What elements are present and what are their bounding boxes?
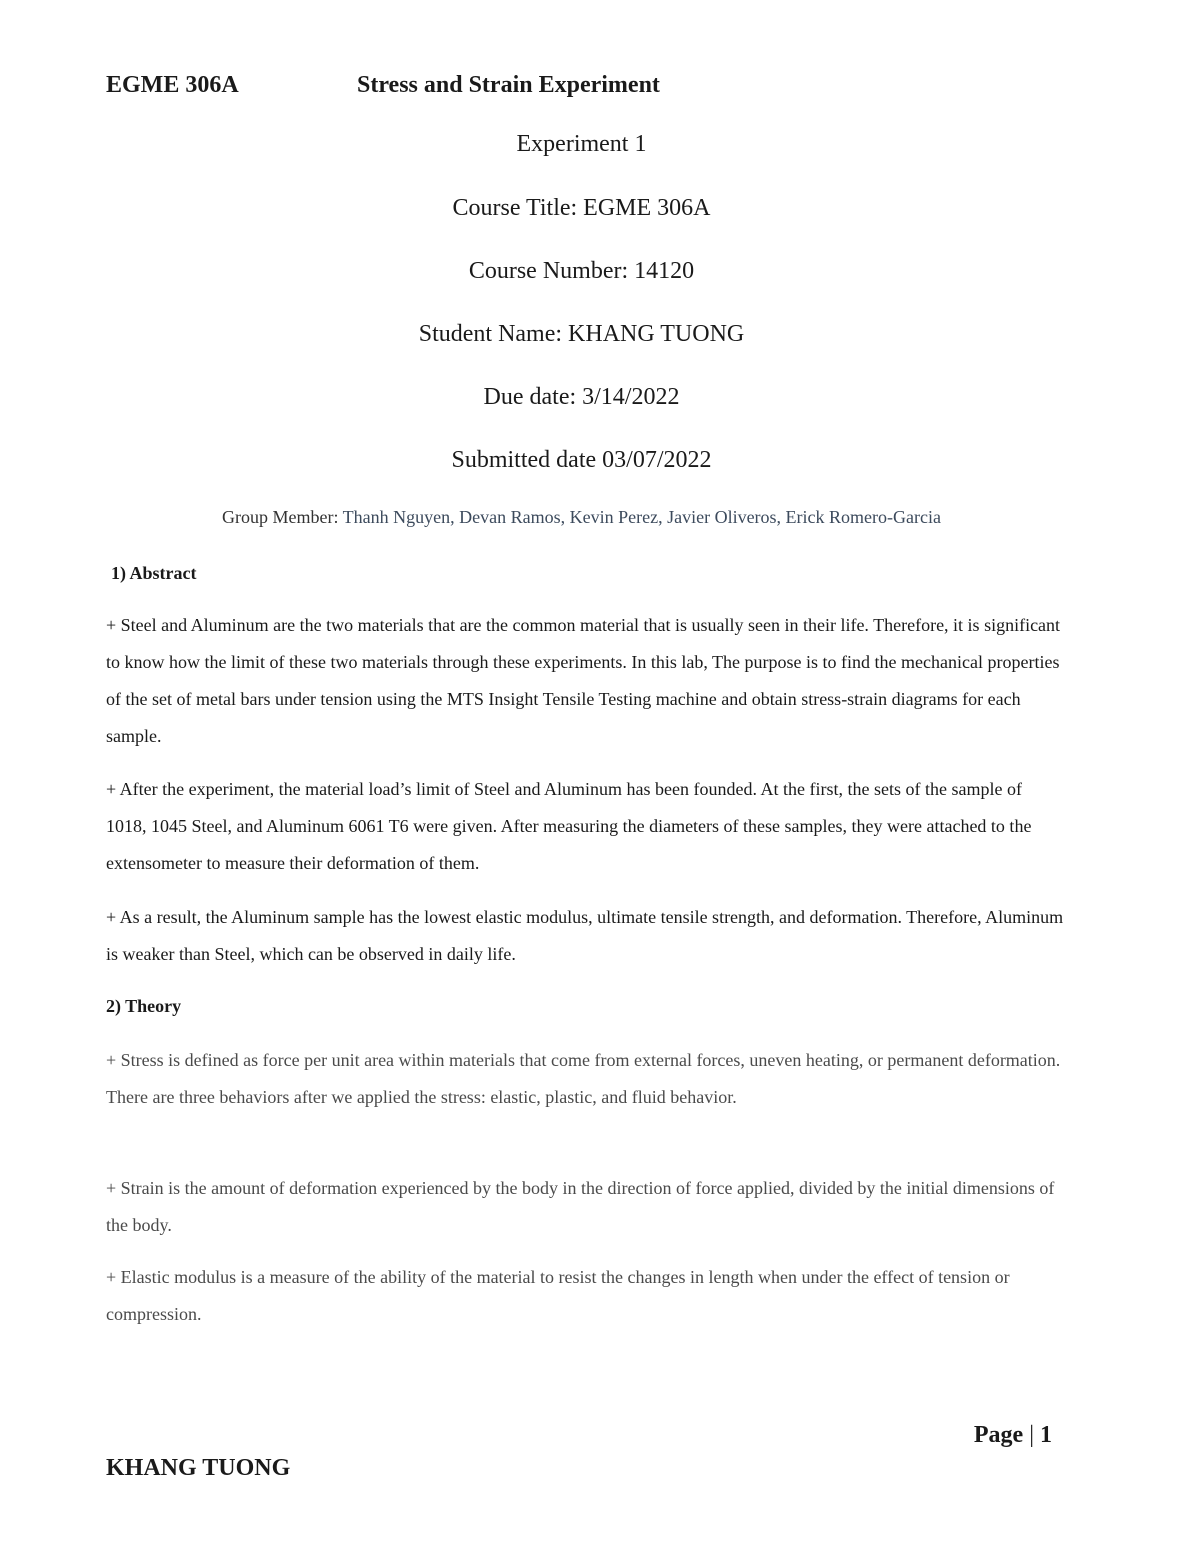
student-name: Student Name: KHANG TUONG	[418, 321, 745, 347]
abstract-heading: 1) Abstract	[111, 563, 197, 583]
theory-paragraph-3: + Elastic modulus is a measure of the ability of the material to resist the changes in length when under the effect of tension or compression.	[106, 1267, 1010, 1324]
experiment-number: Experiment 1	[516, 131, 647, 157]
theory-heading: 2) Theory	[106, 996, 182, 1016]
course-number: Course Number: 14120	[468, 258, 695, 284]
course-title: Course Title: EGME 306A	[452, 195, 711, 221]
footer-author: KHANG TUONG	[106, 1455, 291, 1481]
page-label: Page	[973, 1422, 1024, 1448]
abstract-paragraph-1: + Steel and Aluminum are the two materials that are the common material that is usually seen in their life. Therefore, it is significant to know how the limit of these two materials through these experiments. In this lab, The purpose is to find the mechanical properties of the set of metal bars under tension using the MTS Insight Tensile Testing machine and obtain stress-strain diagrams for each sample.	[106, 615, 1061, 746]
group-names: Thanh Nguyen, Devan Ramos, Kevin Perez, Javier Oliveros, Erick Romero-Garcia	[342, 507, 941, 527]
group-label: Group Member:	[222, 507, 343, 527]
page-number-value: 1	[1040, 1422, 1052, 1448]
group-members	[0, 507, 1163, 528]
submitted-date: Submitted date 03/07/2022	[451, 447, 712, 473]
theory-paragraph-2: + Strain is the amount of deformation experienced by the body in the direction of force applied, divided by the initial dimensions of the body.	[106, 1178, 1055, 1235]
page-separator: |	[1023, 1422, 1040, 1448]
due-date: Due date: 3/14/2022	[483, 384, 680, 410]
theory-paragraph-1: + Stress is defined as force per unit area within materials that come from external forces, uneven heating, or permanent deformation. There are three behaviors after we applied the stress: elastic, plastic, and fluid behavior.	[106, 1050, 1061, 1107]
abstract-paragraph-3: + As a result, the Aluminum sample has the lowest elastic modulus, ultimate tensile strength, and deformation. Therefore, Aluminum is weaker than Steel, which can be observed in daily life.	[106, 907, 1064, 964]
page-number	[974, 1422, 1052, 1449]
header-title: Stress and Strain Experiment	[357, 72, 660, 98]
abstract-paragraph-2: + After the experiment, the material load’s limit of Steel and Aluminum has been founded. At the first, the sets of the sample of 1018, 1045 Steel, and Aluminum 6061 T6 were given. After measuring the diameters of these samples, they were attached to the extensometer to measure their deformation of them.	[106, 779, 1032, 873]
header-course-code: EGME 306A	[106, 72, 239, 98]
